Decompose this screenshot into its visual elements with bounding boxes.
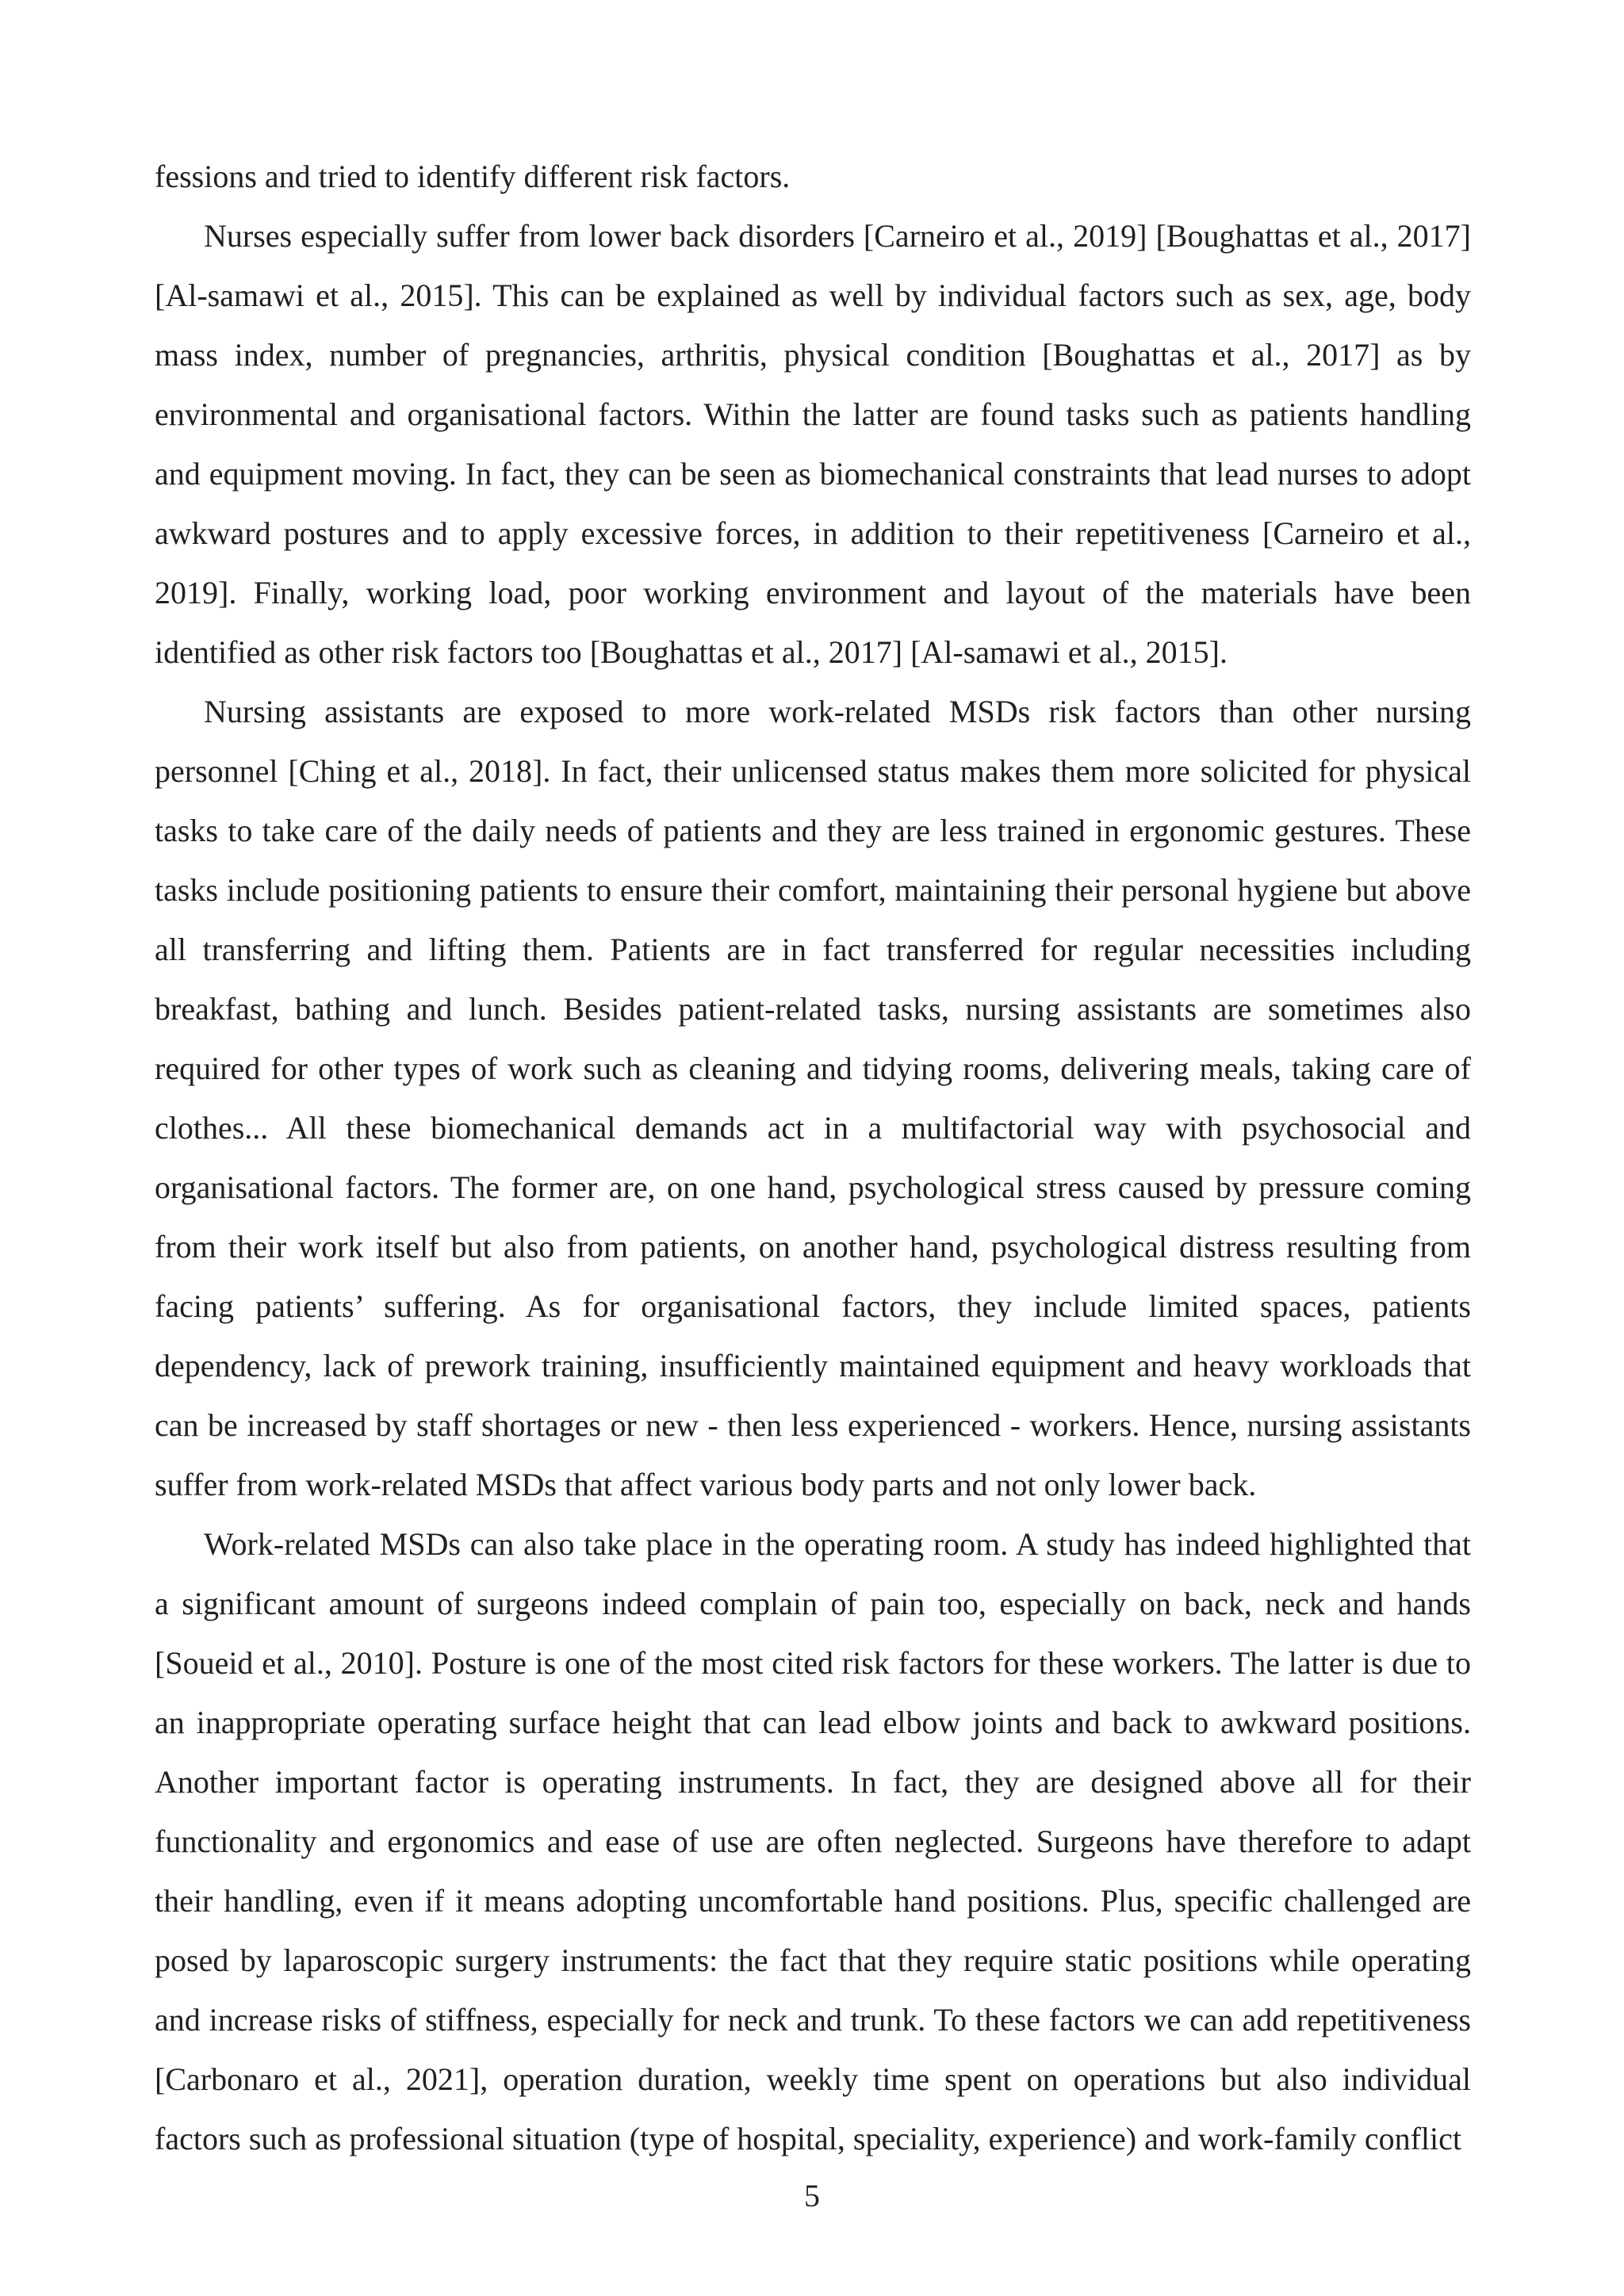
page-number: 5 [804,2178,820,2214]
document-page [155,147,1471,2168]
paragraph-continuation: fessions and tried to identify different risk factors. [155,159,791,194]
paragraph-nursing-assistants: Nursing assistants are exposed to more work-related MSDs risk factors than other nursing personnel [Ching et al., 2018]. In fact, their unlicensed status makes them more solicited for physical tasks to take care of the daily needs of patients and they are less trained in ergonomic gestures. These tasks include positioning patients to ensure their comfort, maintaining their personal hygiene but above all transferring and lifting them. Patients are in fact transferred for regular necessities including breakfast, bathing and lunch. Besides patient-related tasks, nursing assistants are sometimes also required for other types of work such as cleaning and tidying rooms, delivering meals, taking care of clothes... All these biomechanical demands act in a multifactorial way with psychosocial and organisational factors. The former are, on one hand, psychological stress caused by pressure coming from their work itself but also from patients, on another hand, psychological distress resulting from facing patients’ suffering. As for organisational factors, they include limited spaces, patients dependency, lack of prework training, insufficiently maintained equipment and heavy workloads that can be increased by staff shortages or new - then less experienced - workers. Hence, nursing assistants suffer from work-related MSDs that affect various body parts and not only lower back. [155,694,1471,1502]
paragraph-operating-room: Work-related MSDs can also take place in the operating room. A study has indeed highlighted that a significant amount of surgeons indeed complain of pain too, especially on back, neck and hands [Soueid et al., 2010]. Posture is one of the most cited risk factors for these workers. The latter is due to an inappropriate operating surface height that can lead elbow joints and back to awkward positions. Another important factor is operating instruments. In fact, they are designed above all for their functionality and ergonomics and ease of use are often neglected. Surgeons have therefore to adapt their handling, even if it means adopting uncomfortable hand positions. Plus, specific challenged are posed by laparoscopic surgery instruments: the fact that they require static positions while operating and increase risks of stiffness, especially for neck and trunk. To these factors we can add repetitiveness [Carbonaro et al., 2021], operation duration, weekly time spent on operations but also individual factors such as professional situation (type of hospital, speciality, experience) and work-family conflict [155,1526,1471,2156]
paragraph-nurses: Nurses especially suffer from lower back disorders [Carneiro et al., 2019] [Boughattas et al., 2017] [Al-samawi et al., 2015]. This can be explained as well by individual factors such as sex, age, body mass index, number of pregnancies, arthritis, physical condition [Boughattas et al., 2017] as by environmental and organisational factors. Within the latter are found tasks such as patients handling and equipment moving. In fact, they can be seen as biomechanical constraints that lead nurses to adopt awkward postures and to apply excessive forces, in addition to their repetitiveness [Carneiro et al., 2019]. Finally, working load, poor working environment and layout of the materials have been identified as other risk factors too [Boughattas et al., 2017] [Al-samawi et al., 2015]. [155,218,1471,670]
